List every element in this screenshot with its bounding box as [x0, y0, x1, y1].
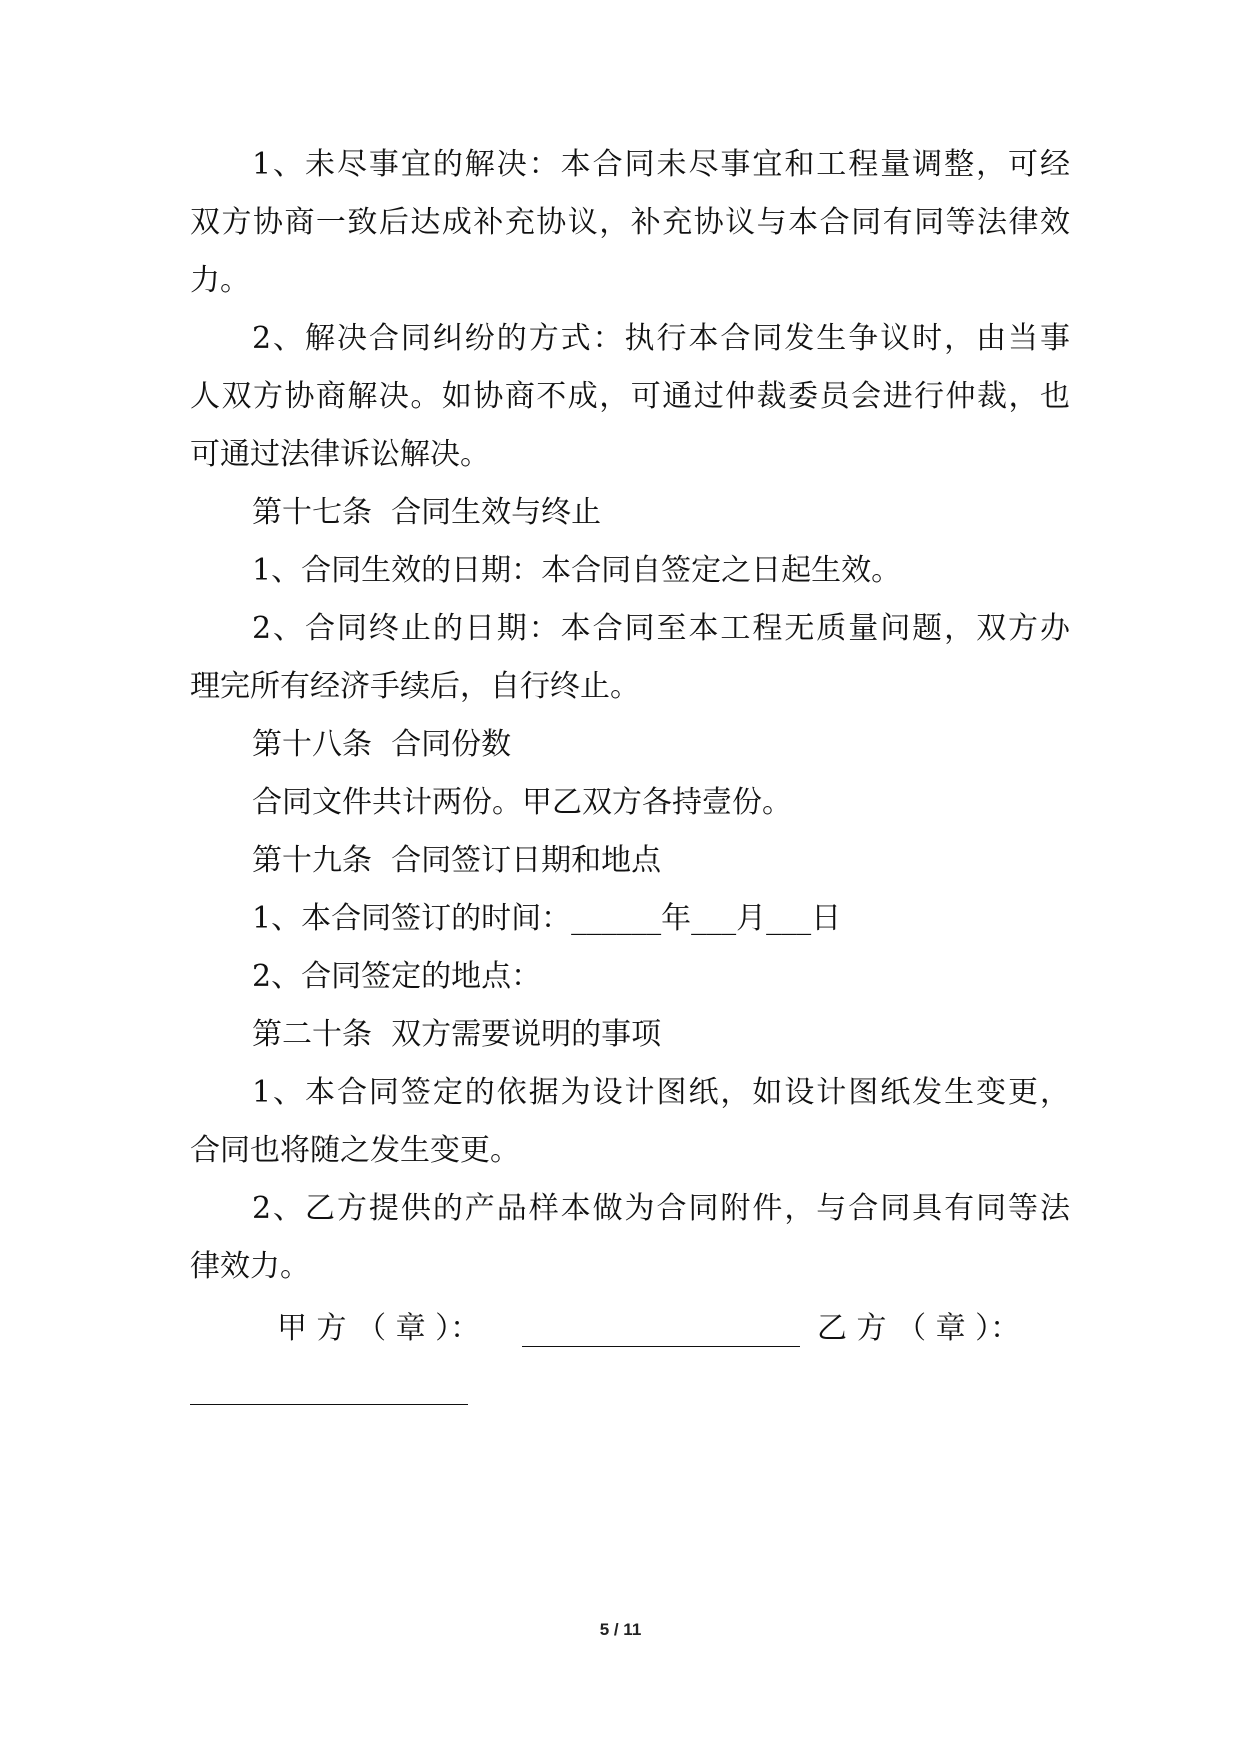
- party-b-signature-line: [190, 1404, 468, 1405]
- text-line: 1、本合同签定的依据为设计图纸，如设计图纸发生变更，: [252, 1075, 1070, 1110]
- section-heading: 第二十条 双方需要说明的事项: [252, 1017, 662, 1052]
- text-line: 2、乙方提供的产品样本做为合同附件，与合同具有同等法: [252, 1191, 1070, 1226]
- party-b-label: 乙 方 （ 章 ）：: [817, 1311, 1021, 1346]
- text-line: 2、合同终止的日期：本合同至本工程无质量问题，双方办: [252, 611, 1070, 646]
- text-line: 合同文件共计两份。甲乙双方各持壹份。: [252, 785, 792, 820]
- page-number: 5 / 11: [599, 1620, 642, 1639]
- section-heading: 第十九条 合同签订日期和地点: [252, 843, 662, 878]
- party-a-signature-line: [522, 1346, 800, 1347]
- text-line: 理完所有经济手续后，自行终止。: [190, 669, 640, 704]
- text-line: 人双方协商解决。如协商不成，可通过仲裁委员会进行仲裁，也: [190, 379, 1070, 414]
- text-line: 2、解决合同纠纷的方式：执行本合同发生争议时，由当事: [252, 321, 1070, 356]
- text-line: 1、合同生效的日期：本合同自签定之日起生效。: [252, 553, 902, 588]
- text-line: 1、未尽事宜的解决：本合同未尽事宜和工程量调整，可经: [252, 147, 1070, 182]
- text-line: 双方协商一致后达成补充协议，补充协议与本合同有同等法律效: [190, 205, 1070, 240]
- section-heading: 第十七条 合同生效与终止: [252, 495, 602, 530]
- text-line: 可通过法律诉讼解决。: [190, 437, 490, 472]
- text-line: 力。: [190, 263, 250, 298]
- text-line: 律效力。: [190, 1249, 310, 1284]
- text-line: 2、合同签定的地点：: [252, 959, 542, 994]
- section-heading: 第十八条 合同份数: [252, 727, 512, 762]
- text-line: 1、本合同签订的时间：______年___月___日: [252, 901, 842, 936]
- text-line: 合同也将随之发生变更。: [190, 1133, 520, 1168]
- party-a-label: 甲 方 （ 章 ）：: [277, 1311, 481, 1346]
